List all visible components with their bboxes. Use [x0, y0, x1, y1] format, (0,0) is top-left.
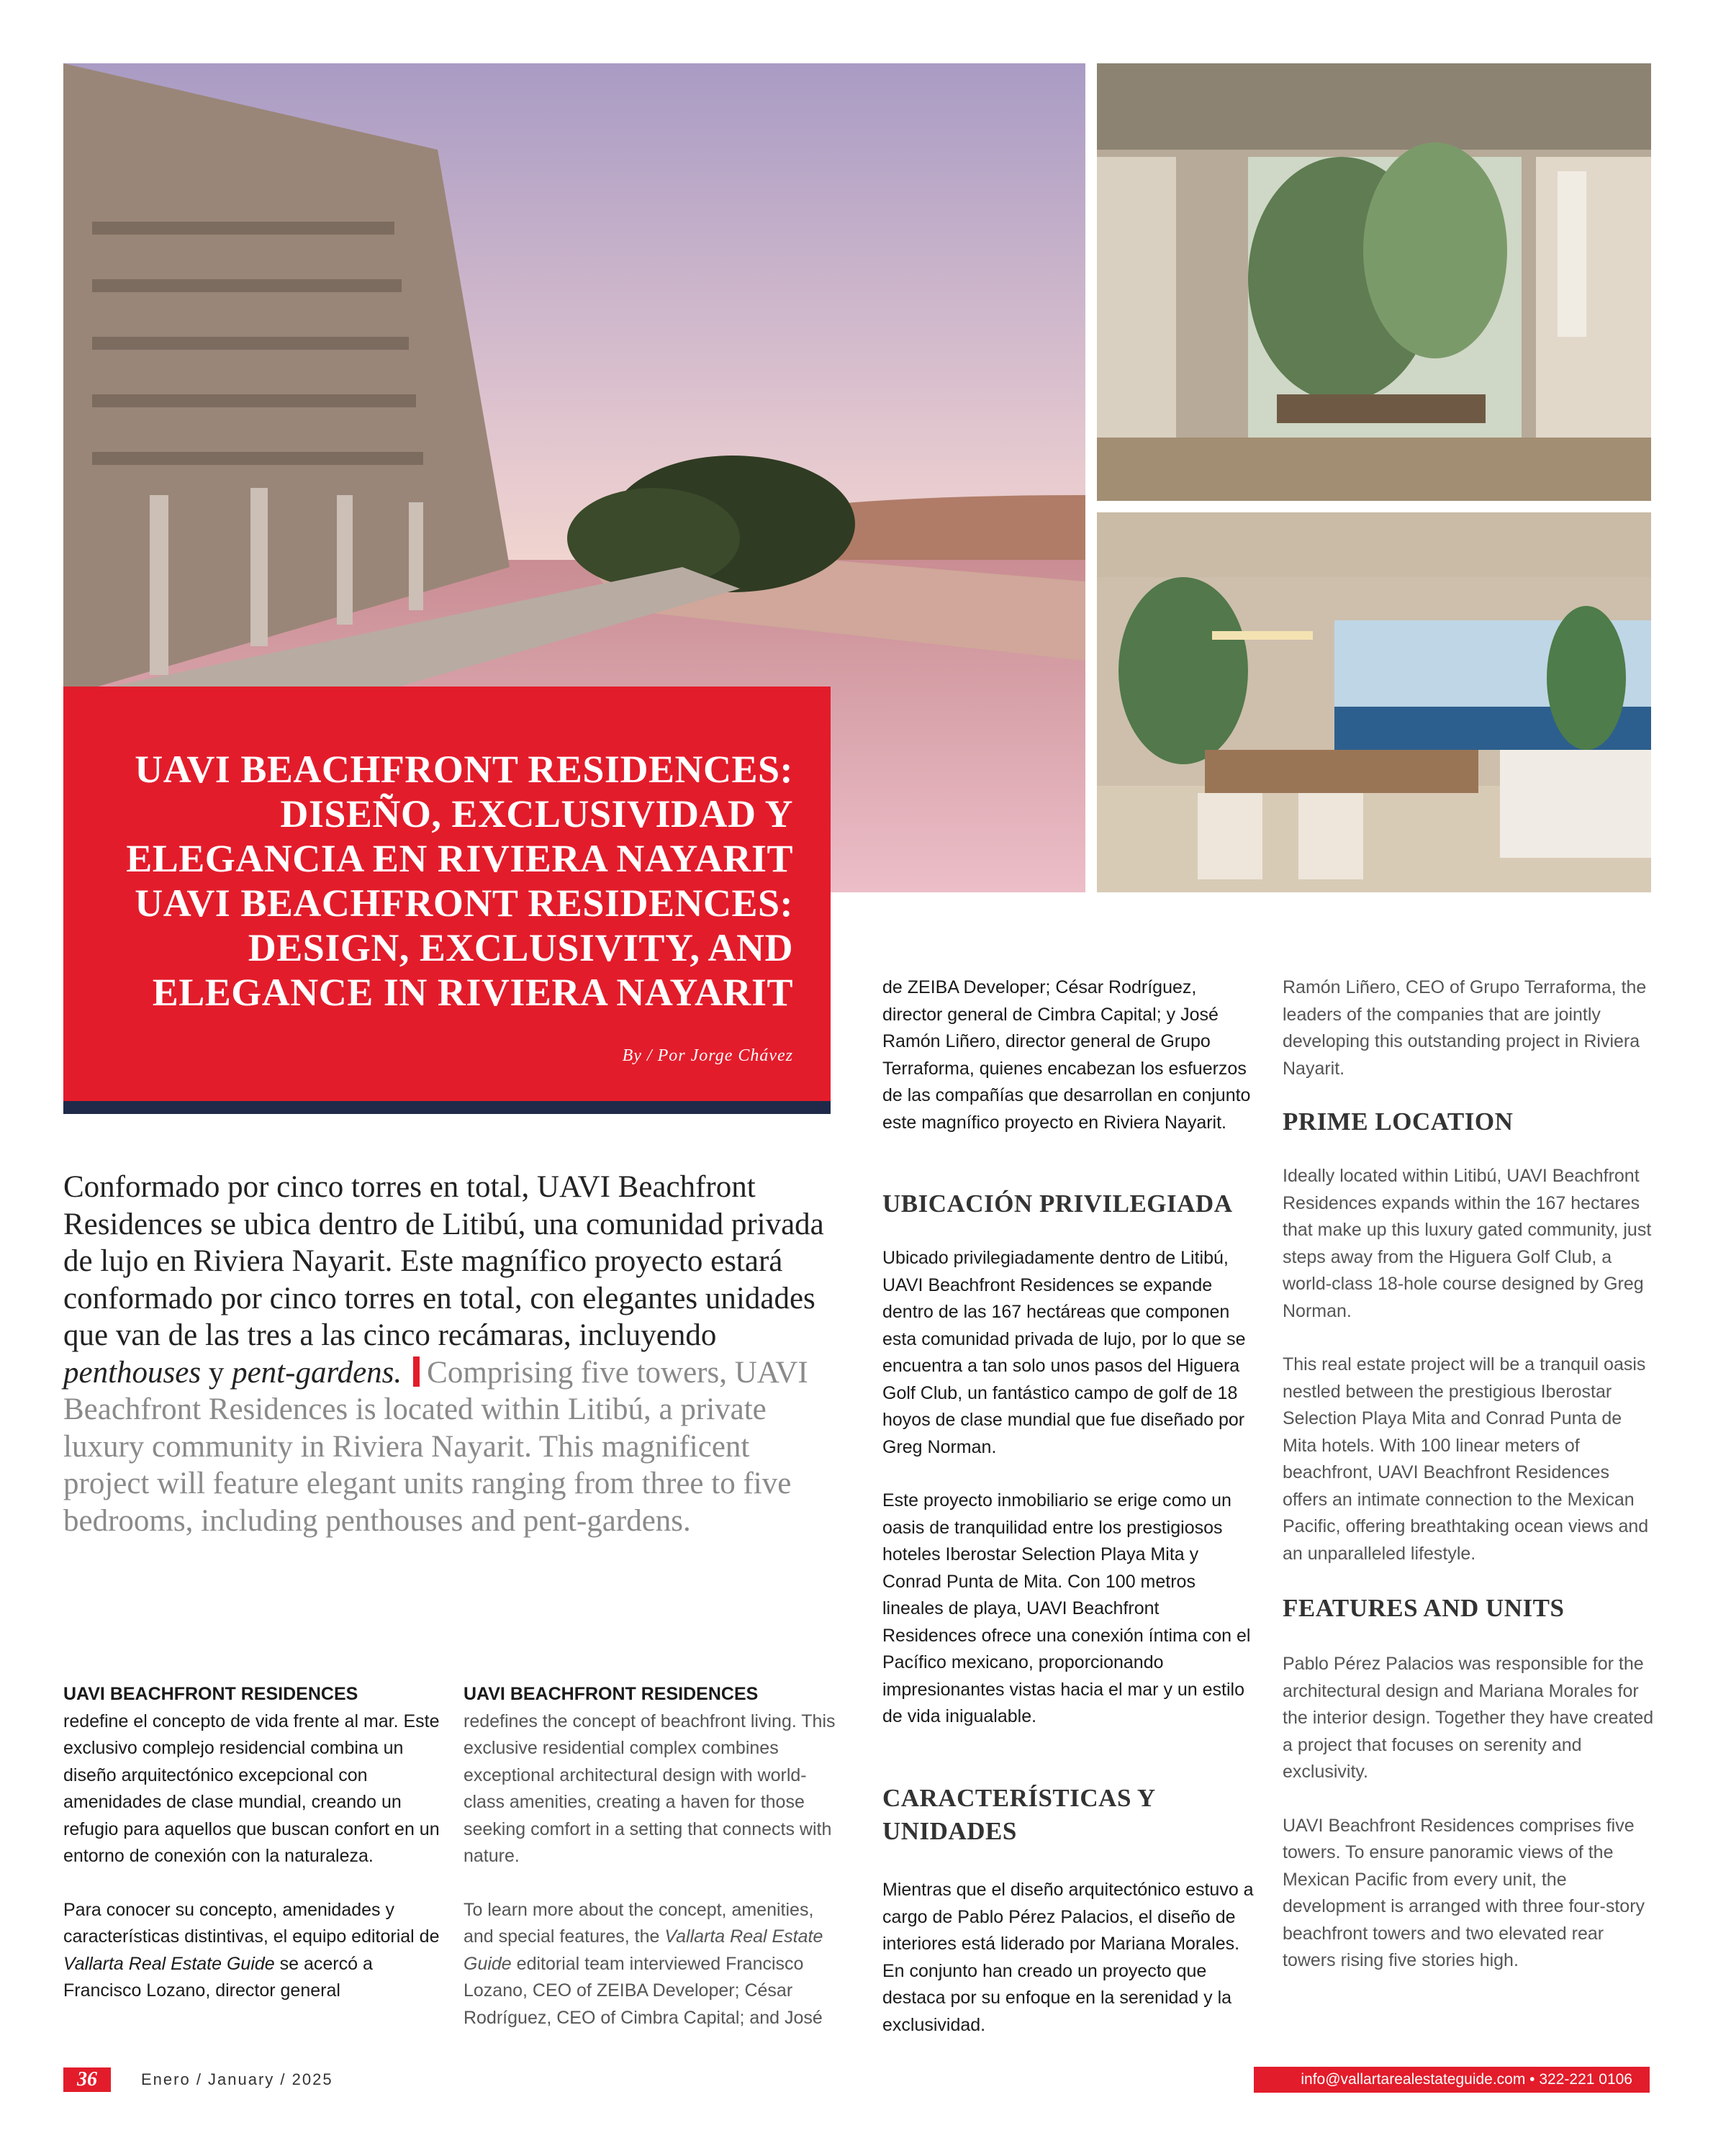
- col1-text: Para conocer su concepto, amenidades y características distintivas, el equipo editorial de: [63, 1899, 440, 1947]
- lead-en-text: Comprising five towers, UAVI Beachfront Residences is located within Litibú, a private luxury community in Riviera Nayarit. This magnificent project will feature elegant units ranging from three to five bedrooms, including penthouses and pent-gardens.: [63, 1355, 808, 1538]
- column-4-intro: [1283, 974, 1657, 1109]
- col2-paragraph-2: [464, 1897, 845, 2032]
- col2-text: editorial team interviewed Francisco Lozano, CEO of ZEIBA Developer; César Rodríguez, CEO of Cimbra Capital; and José: [464, 1953, 823, 2028]
- col2-paragraph-1: [464, 1681, 845, 1870]
- byline: By / Por Jorge Chávez: [622, 1046, 793, 1065]
- dining-room-photo: [1097, 512, 1651, 892]
- subheading-prime-location: PRIME LOCATION: [1283, 1108, 1514, 1136]
- column-3-features: [882, 1877, 1257, 2065]
- col2-text: redefines the concept of beachfront living. This exclusive residential complex combines exceptional architectural design with world-class amenities, creating a haven for those seeking comfort in a setting that connects with nature.: [464, 1711, 836, 1866]
- col4-paragraph-5: UAVI Beachfront Residences comprises five towers. To ensure panoramic views of the Mexican Pacific from every unit, the development is arranged with three four-story beachfront towers and two elevated rear towers rising five stories high.: [1283, 1815, 1645, 1970]
- title-es-line: UAVI BEACHFRONT RESIDENCES:: [135, 748, 793, 791]
- col2-lead-bold: UAVI BEACHFRONT RESIDENCES: [464, 1684, 759, 1704]
- col3-paragraph-4: Mientras que el diseño arquitectónico estuvo a cargo de Pablo Pérez Palacios, el diseño de interiores está liderado por Mariana Morales. En conjunto han creado un proyecto que destaca por su enfoque en la serenidad y la exclusividad.: [882, 1880, 1254, 2035]
- col1-italic: Vallarta Real Estate Guide: [63, 1953, 275, 1974]
- col2-italic: Vallarta Real Estate Guide: [464, 1926, 823, 1974]
- col3-paragraph-1: de ZEIBA Developer; César Rodríguez, director general de Cimbra Capital; y José Ramón Liñero, director general de Grupo Terraforma, quienes encabezan los esfuerzos de las compañías que desarrollan en conjunto este magnífico proyecto en Riviera Nayarit.: [882, 977, 1251, 1133]
- column-4-location: [1283, 1163, 1657, 1594]
- issue-date: Enero / January / 2025: [141, 2070, 333, 2088]
- col1-paragraph-2: [63, 1897, 445, 2005]
- interior-bedroom-photo: [1097, 63, 1651, 501]
- col4-paragraph-1: Ramón Liñero, CEO of Grupo Terraforma, the leaders of the companies that are jointly developing this outstanding project in Riviera Nayarit.: [1283, 977, 1647, 1079]
- language-separator-bar: [413, 1356, 420, 1387]
- column-1: [63, 1681, 445, 2032]
- lead-es-text: y: [201, 1355, 232, 1390]
- col1-lead-bold: UAVI BEACHFRONT RESIDENCES: [63, 1684, 358, 1704]
- title-es-line: ELEGANCIA EN RIVIERA NAYARIT: [126, 837, 793, 880]
- lead-es-italic: pent-gardens.: [232, 1355, 402, 1390]
- col3-paragraph-2: Ubicado privilegiadamente dentro de Litibú, UAVI Beachfront Residences se expande dentro de las 167 hectáreas que componen esta comunidad privada de lujo, por lo que se encuentra a tan solo unos pasos del Higuera Golf Club, un fantástico campo de golf de 18 hoyos de clase mundial que fue diseñado por Greg Norman.: [882, 1248, 1246, 1457]
- title-en-line: UAVI BEACHFRONT RESIDENCES:: [135, 882, 793, 925]
- lead-es-italic: penthouses: [63, 1355, 202, 1390]
- col1-text: redefine el concepto de vida frente al mar. Este exclusivo complejo residencial combina un diseño arquitectónico excepcional con amenidades de clase mundial, creando un refugio para aquellos que buscan confort en un entorno de conexión con la naturaleza.: [63, 1711, 440, 1866]
- contact-info-bar[interactable]: info@vallartarealestateguide.com • 322-221 0106: [1254, 2067, 1650, 2093]
- col4-paragraph-2: Ideally located within Litibú, UAVI Beachfront Residences expands within the 167 hectares that make up this luxury gated community, just steps away from the Higuera Golf Club, a world-class 18-hole course designed by Greg Norman.: [1283, 1166, 1652, 1321]
- title-es-line: DISEÑO, EXCLUSIVIDAD Y: [280, 792, 793, 835]
- column-3-location: [882, 1245, 1257, 1757]
- subheading-ubicacion: UBICACIÓN PRIVILEGIADA: [882, 1190, 1233, 1218]
- col4-paragraph-3: This real estate project will be a tranquil oasis nestled between the prestigious Iberostar Selection Playa Mita and Conrad Punta de Mita hotels. With 100 linear meters of beachfront, UAVI Beachfront Residences offers an intimate connection to the Mexican Pacific, offering breathtaking ocean views and an unparalleled lifestyle.: [1283, 1354, 1649, 1564]
- col1-paragraph-1: [63, 1681, 445, 1870]
- column-4-features: [1283, 1651, 1657, 2001]
- title-en-line: ELEGANCE IN RIVIERA NAYARIT: [152, 971, 793, 1014]
- column-3-intro: [882, 974, 1257, 1163]
- title-en-line: DESIGN, EXCLUSIVITY, AND: [248, 926, 793, 969]
- subheading-caracteristicas: CARACTERÍSTICAS Y UNIDADES: [882, 1784, 1155, 1845]
- title-block: [63, 687, 831, 1107]
- title-spanish: [73, 747, 793, 881]
- column-2: [464, 1681, 845, 2058]
- subheading-features-units: FEATURES AND UNITS: [1283, 1594, 1565, 1622]
- lead-es-text: Conformado por cinco torres en total, UAVI Beachfront Residences se ubica dentro de Litibú, una comunidad privada de lujo en Riviera Nayarit. Este magnífico proyecto estará conformado por cinco torres en total, con elegantes unidades que van de las tres a las cinco recámaras, incluyendo: [63, 1170, 824, 1352]
- col3-paragraph-3: Este proyecto inmobiliario se erige como un oasis de tranquilidad entre los prestigiosos hoteles Iberostar Selection Playa Mita y Conrad Punta de Mita. Con 100 metros lineales de playa, UAVI Beachfront Residences ofrece una conexión íntima con el Pacífico mexicano, proporcionando impresionantes vistas hacia el mar y un estilo de vida inigualable.: [882, 1490, 1251, 1726]
- col2-text: To learn more about the concept, amenities, and special features, the: [464, 1899, 814, 1947]
- lead-paragraph: [63, 1169, 841, 1539]
- col4-paragraph-4: Pablo Pérez Palacios was responsible for the architectural design and Mariana Morales for the interior design. Together they have created a project that focuses on serenity and exclusivity.: [1283, 1654, 1654, 1782]
- page-number: 36: [63, 2067, 111, 2092]
- title-divider-stripe: [63, 1101, 831, 1114]
- col1-text: se acercó a Francisco Lozano, director general: [63, 1953, 373, 2001]
- title-english: [73, 881, 793, 1015]
